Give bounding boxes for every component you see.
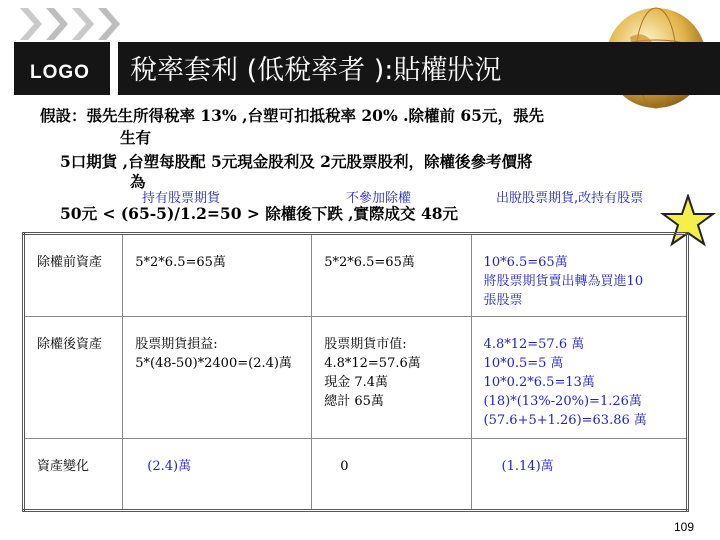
cell-line: (57.6+5+1.26)=63.86 萬: [483, 413, 647, 428]
cell-line: 10*6.5=65萬: [483, 255, 568, 270]
cell-line: (2.4)萬: [147, 459, 192, 474]
cell-line: (18)*(13%-20%)=1.26萬: [483, 394, 642, 409]
cell-line: 張股票: [483, 293, 523, 308]
cell-line: 股票期貨市值:: [324, 337, 407, 352]
table-cell: [312, 317, 471, 439]
assumption-line-3: 5口期貨 ,台塑每股配 5元現金股利及 2元股票股利，除權後參考價將: [60, 152, 533, 171]
cell-line: 股票期貨損益:: [135, 337, 218, 352]
table-cell: [471, 439, 687, 511]
cell-line: 4.8*12=57.6 萬: [483, 337, 585, 352]
cell-line: 5*2*6.5=65萬: [135, 255, 226, 270]
table-cell: [123, 234, 312, 317]
table-cell: [123, 439, 312, 511]
decorative-arrows-icon: [20, 8, 150, 40]
cell-line: (1.14)萬: [501, 459, 554, 474]
table-row: [24, 439, 688, 511]
column-header-switch-to-stock: 出脫股票期貨,改持有股票: [496, 191, 644, 206]
table-cell: [123, 317, 312, 439]
cell-line: 將股票期貨賣出轉為買進10: [483, 274, 644, 289]
comparison-table: [22, 232, 689, 512]
page-number: 109: [673, 520, 694, 534]
assumption-line-2: 生有: [120, 128, 152, 147]
cell-line: 10*0.5=5 萬: [483, 356, 564, 371]
cell-line: 4.8*12=57.6萬: [324, 356, 421, 371]
row-label: 資產變化: [24, 439, 123, 511]
column-header-no-ex-rights: 不參加除權: [346, 191, 412, 206]
assumption-line-5: 50元 < (65-5)/1.2=50 > 除權後下跌 ,實際成交 48元: [60, 204, 459, 223]
cell-line: 10*0.2*6.5=13萬: [483, 375, 595, 390]
cell-line: 總計 65萬: [324, 394, 384, 409]
table-cell: [312, 439, 471, 511]
cell-line: 現金 7.4萬: [324, 375, 388, 390]
table-row: [24, 234, 688, 317]
row-label: 除權前資產: [24, 234, 123, 317]
column-header-hold-futures: 持有股票期貨: [142, 191, 221, 206]
table-cell: [471, 234, 687, 317]
assumption-line-1: 假設：張先生所得稅率 13% ,台塑可扣抵稅率 20% .除權前 65元，張先: [40, 106, 544, 125]
cell-line: 5*(48-50)*2400=(2.4)萬: [135, 356, 292, 371]
assumption-line-4: 為: [130, 172, 146, 191]
row-label: 除權後資產: [24, 317, 123, 439]
cell-line: 5*2*6.5=65萬: [324, 255, 415, 270]
logo: LOGO: [30, 62, 90, 83]
table-cell: [312, 234, 471, 317]
table-row: [24, 317, 688, 439]
table-cell: [471, 317, 687, 439]
cell-line: 0: [340, 459, 349, 474]
page-title: 稅率套利 (低稅率者 ):貼權狀況: [130, 55, 502, 86]
